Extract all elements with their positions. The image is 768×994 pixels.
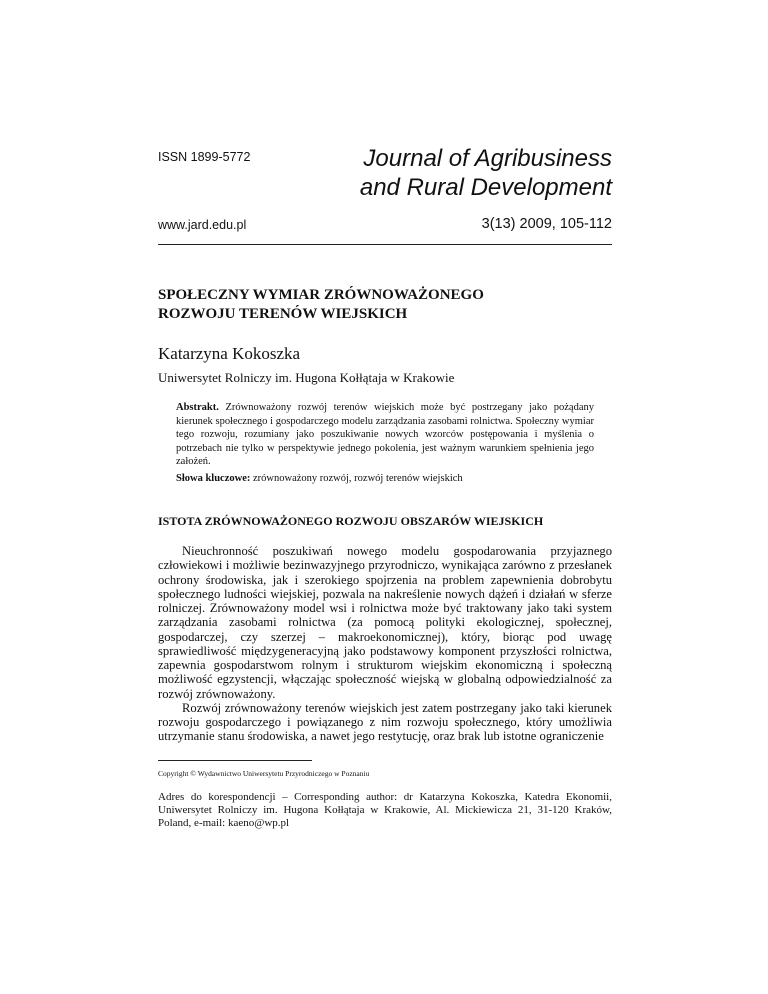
body-paragraph-2: Rozwój zrównoważony terenów wiejskich jest zatem postrzegany jako taki kierunek rozwoju gospodarczego i powiązanego z nim rozwoju społecznego, który umożliwia utrzymanie stanu środowiska, a nawet jego restytucję, oraz brak lub istotne ograniczenie <box>158 700 612 744</box>
author-name: Katarzyna Kokoszka <box>158 344 301 363</box>
journal-title-line-1: Journal of Agribusiness <box>363 145 612 172</box>
keywords <box>176 473 594 484</box>
article-title-line-1: SPOŁECZNY WYMIAR ZRÓWNOWAŻONEGO <box>158 287 484 303</box>
journal-website: www.jard.edu.pl <box>158 218 247 232</box>
keywords-label: Słowa kluczowe: <box>176 473 251 484</box>
journal-title <box>360 144 612 202</box>
journal-header <box>158 145 612 245</box>
body-text <box>158 544 612 744</box>
abstract-label: Abstrakt. <box>176 402 219 413</box>
header-divider <box>158 244 612 245</box>
abstract-text: Zrównoważony rozwój terenów wiejskich może być postrzegany jako pożądany kierunek społecznego i gospodarczego modelu zarządzania zasobami rolnictwa. Społeczny wymiar tego rozwoju, rozumiany jako poszukiwanie nowych wzorców postępowania i myślenia o potrzebach nie tylko w perspektywie jednego pokolenia, jest ważnym warunkiem spełnienia jego założeń. <box>176 402 594 468</box>
footnote-divider <box>158 760 312 761</box>
correspondence-address: Adres do korespondencji – Corresponding author: dr Katarzyna Kokoszka, Katedra Ekonomii, Uniwersytet Rolniczy im. Hugona Kołłątaja w Krakowie, Al. Mickiewicza 21, 31-120 Kraków, Poland, e-mail: kaeno@wp.pl <box>158 791 612 829</box>
journal-title-line-2: and Rural Development <box>359 174 612 201</box>
issn-number: ISSN 1899-5772 <box>158 150 251 164</box>
abstract <box>176 401 594 469</box>
body-paragraph-1: Nieuchronność poszukiwań nowego modelu gospodarowania przyjaznego człowiekowi i możliwie bezinwazyjnego przyrodniczo, wynikająca zarówno z przesłanek ochrony środowiska, jak i szerokiego spojrzenia na problem zapewnienia dobrobytu społecznego ludności wiejskiej, pozwala na nakreślenie nowych dążeń i działań w sferze rolniczej. Zrównoważony model wsi i rolnictwa może być traktowany jako taki system zarządzania zasobami rolnictwa (za pomocą polityki ekologicznej, społecznej, gospodarczej, czy szerzej – makroekonomicznej), który, biorąc pod uwagę sprawiedliwość międzygeneracyjną jako podstawowy komponent przyszłości rolnictwa, zapewnia gospodarstwom rolnym i strukturom wiejskim ekonomiczną i społeczną możliwość egzystencji, włączając społeczność wiejską w globalną odpowiedzialność za rozwój zrównoważony. <box>158 544 612 701</box>
author-affiliation: Uniwersytet Rolniczy im. Hugona Kołłątaja w Krakowie <box>158 370 455 385</box>
keywords-text: zrównoważony rozwój, rozwój terenów wiejskich <box>250 473 463 484</box>
article-title <box>158 286 612 324</box>
article-title-line-2: ROZWOJU TERENÓW WIEJSKICH <box>158 306 408 322</box>
section-heading: ISTOTA ZRÓWNOWAŻONEGO ROZWOJU OBSZARÓW WIEJSKICH <box>158 514 544 528</box>
volume-pages: 3(13) 2009, 105-112 <box>481 216 612 232</box>
copyright-notice: Copyright © Wydawnictwo Uniwersytetu Przyrodniczego w Poznaniu <box>158 769 370 778</box>
